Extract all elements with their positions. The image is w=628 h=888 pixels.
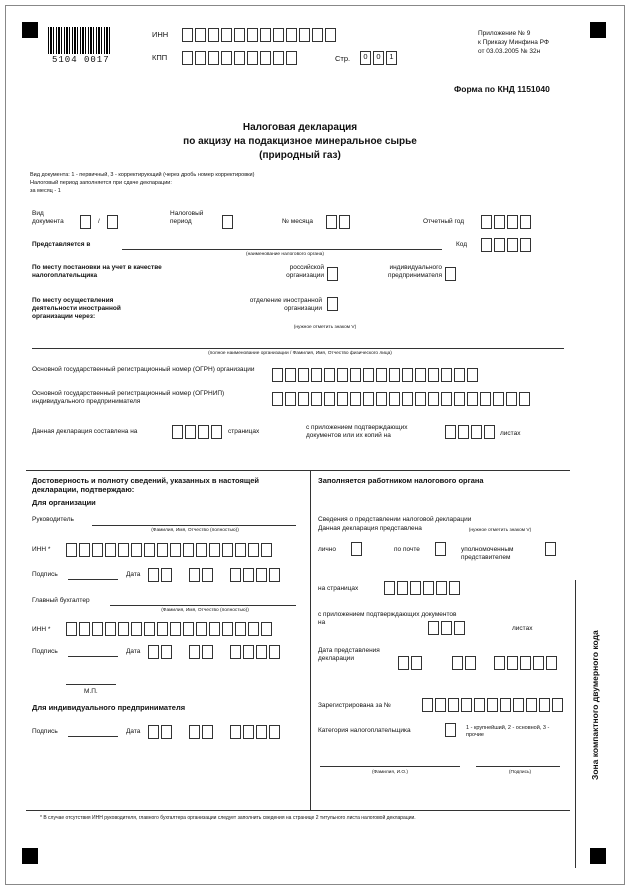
- foreign-branch-checkbox[interactable]: [327, 297, 340, 311]
- head-signature-label: Подпись: [32, 571, 58, 578]
- accountant-signature-label: Подпись: [32, 648, 58, 655]
- head-inn-cells[interactable]: [66, 543, 274, 557]
- submission-mark-hint: (нужное отметить знаком V): [468, 528, 532, 533]
- barcode: [48, 27, 112, 54]
- category-hint: 1 - крупнейший, 2 - основной, 3 - прочие: [466, 725, 550, 738]
- tax-officer-heading: Заполняется работником налогового органа: [318, 476, 484, 485]
- by-mail-label: по почте: [394, 546, 420, 553]
- ogrnip-label: Основной государственный регистрационный номер (ОГРНИП) индивидуального предпринимателя: [32, 390, 225, 406]
- sheets-label: листах: [500, 430, 521, 437]
- attach-label: с приложением подтверждающих документов или их копий на: [306, 424, 408, 440]
- head-date-year[interactable]: [230, 568, 282, 582]
- for-ip-label: Для индивидуального предпринимателя: [32, 703, 186, 712]
- officer-sign-line[interactable]: [476, 766, 560, 767]
- title-line3: (природный газ): [259, 150, 341, 161]
- correction-cell[interactable]: [107, 215, 120, 229]
- submission-info: Сведения о представлении налоговой декларации: [318, 516, 472, 523]
- ogrn-label: Основной государственный регистрационный номер (ОГРН) организации: [32, 366, 255, 373]
- registered-label: Зарегистрирована за №: [318, 702, 391, 709]
- on-pages-cells[interactable]: [384, 581, 462, 595]
- ip-date-month[interactable]: [189, 725, 215, 739]
- head-fio-hint: (Фамилия, Имя, Отчество (полностью)): [151, 528, 239, 533]
- head-date-label: Дата: [126, 571, 141, 578]
- note-period: Налоговый период заполняется при сдаче декларации:: [30, 180, 172, 186]
- head-date-month[interactable]: [189, 568, 215, 582]
- stamp-label: М.П.: [84, 688, 98, 695]
- submission-info2: Данная декларация представлена: [318, 525, 422, 532]
- category-cell[interactable]: [445, 723, 458, 737]
- accountant-inn-cells[interactable]: [66, 622, 274, 636]
- ip-date-year[interactable]: [230, 725, 282, 739]
- ip-date-label: Дата: [126, 728, 141, 735]
- officer-sign-hint: (Подпись): [508, 770, 532, 775]
- accountant-inn-label: ИНН *: [32, 626, 51, 633]
- attach-cells[interactable]: [445, 425, 497, 439]
- personal-checkbox[interactable]: [351, 542, 364, 556]
- appendix-line3: от 03.03.2005 № 32н: [478, 48, 541, 55]
- russian-org-label: российской организации: [286, 264, 324, 280]
- officer-fio-hint: (Фамилия, И.О.): [371, 770, 409, 775]
- kpp-label: КПП: [152, 53, 168, 62]
- ip-signature-line[interactable]: [68, 736, 118, 737]
- representative-checkbox[interactable]: [545, 542, 558, 556]
- note-period-month: за месяц - 1: [30, 188, 61, 194]
- doc-type-label: Вид документа: [32, 210, 64, 226]
- russian-org-checkbox[interactable]: [327, 267, 340, 281]
- code-label: Код: [456, 241, 468, 248]
- accountant-name-line[interactable]: [110, 605, 296, 606]
- page-number-cells: 0 0 1: [360, 51, 399, 65]
- registered-cells[interactable]: [422, 698, 565, 712]
- attach-docs-cells[interactable]: [428, 621, 467, 635]
- barcode-zone-label: Зона компактного двумерного кода: [590, 630, 600, 780]
- month-cells[interactable]: [326, 215, 352, 229]
- stamp-line: [66, 684, 116, 685]
- kpp-cells[interactable]: [182, 51, 299, 65]
- year-label: Отчетный год: [423, 218, 464, 225]
- submission-date-year[interactable]: [494, 656, 559, 670]
- tax-office-line[interactable]: [122, 249, 442, 250]
- accountant-date-year[interactable]: [230, 645, 282, 659]
- category-label: Категория налогоплательщика: [318, 727, 411, 734]
- tax-office-hint: (наименование налогового органа): [246, 252, 324, 257]
- attach-docs-label: с приложением подтверждающих документов на: [318, 611, 457, 627]
- zone-divider: [575, 580, 576, 868]
- on-pages-label: на страницах: [318, 585, 359, 592]
- bottom-divider: [26, 810, 570, 811]
- form-code: Форма по КНД 1151040: [454, 84, 550, 94]
- personal-label: лично: [318, 546, 337, 553]
- inn-label: ИНН: [152, 30, 169, 39]
- registration-label: По месту постановки на учет в качестве налогоплательщика: [32, 264, 162, 280]
- submission-date-month[interactable]: [452, 656, 478, 670]
- attach-sheets-label: листах: [512, 625, 533, 632]
- month-label: № месяца: [282, 218, 313, 225]
- year-cells[interactable]: [481, 215, 533, 229]
- corner-marker: [22, 22, 38, 38]
- officer-name-line[interactable]: [320, 766, 460, 767]
- foreign-label: По месту осуществления деятельности иностранной организации через:: [32, 297, 121, 321]
- for-org-label: Для организации: [32, 498, 96, 507]
- representative-label: уполномоченным представителем: [461, 546, 514, 562]
- corner-marker: [590, 848, 606, 864]
- full-name-hint: (полное наименование организации / Фамилия, Имя, Отчество физического лица): [208, 351, 392, 356]
- chief-accountant-label: Главный бухгалтер: [32, 597, 90, 604]
- accountant-fio-hint: (Фамилия, Имя, Отчество (полностью)): [161, 608, 249, 613]
- corner-marker: [590, 22, 606, 38]
- accountant-date-month[interactable]: [189, 645, 215, 659]
- ip-signature-label: Подпись: [32, 728, 58, 735]
- column-divider: [310, 470, 311, 810]
- head-label: Руководитель: [32, 516, 74, 523]
- title-line1: Налоговая декларация: [242, 122, 358, 133]
- doc-type-cell[interactable]: [80, 215, 93, 229]
- accountant-date-day[interactable]: [148, 645, 174, 659]
- pages-unit: страницах: [228, 428, 260, 435]
- head-name-line[interactable]: [92, 525, 296, 526]
- head-date-day[interactable]: [148, 568, 174, 582]
- full-name-line[interactable]: [32, 348, 564, 349]
- note-doc-type: Вид документа: 1 - первичный, 3 - корректирующий (через дробь номер корректировки): [30, 172, 255, 178]
- individual-label: индивидуального предпринимателя: [388, 264, 442, 280]
- submitted-label: Представляется в: [32, 241, 91, 248]
- slash: /: [98, 218, 100, 225]
- code-cells[interactable]: [481, 238, 533, 252]
- ip-date-day[interactable]: [148, 725, 174, 739]
- by-mail-checkbox[interactable]: [435, 542, 448, 556]
- accountant-signature-line[interactable]: [68, 656, 118, 657]
- individual-checkbox[interactable]: [445, 267, 458, 281]
- appendix-line2: к Приказу Минфина РФ: [478, 39, 549, 46]
- ogrnip-cells[interactable]: [272, 392, 532, 406]
- pages-label: Данная декларация составлена на: [32, 428, 138, 435]
- title-line2: по акцизу на подакцизное минеральное сырье: [183, 136, 417, 147]
- page-label: Стр.: [335, 54, 351, 63]
- head-inn-label: ИНН *: [32, 546, 51, 553]
- ogrn-cells[interactable]: [272, 368, 480, 382]
- head-signature-line[interactable]: [68, 579, 118, 580]
- footnote: * В случае отсутствия ИНН руководителя, главного бухгалтера организации следует заполнить сведения на странице 2 титульного листа налоговой декларации.: [40, 815, 416, 821]
- section-divider: [26, 470, 570, 471]
- foreign-branch-label: отделение иностранной организации: [249, 297, 322, 313]
- confirm-label: Достоверность и полноту сведений, указанных в настоящей декларации, подтверждаю:: [32, 476, 260, 495]
- submission-date-day[interactable]: [398, 656, 424, 670]
- pages-cells[interactable]: [172, 425, 224, 439]
- barcode-number: 5104 0017: [52, 55, 110, 65]
- tax-period-cell[interactable]: [222, 215, 235, 229]
- mark-hint: (нужное отметить знаком V): [293, 325, 357, 330]
- corner-marker: [22, 848, 38, 864]
- inn-cells[interactable]: [182, 28, 338, 42]
- accountant-date-label: Дата: [126, 648, 141, 655]
- appendix-line1: Приложение № 9: [478, 30, 531, 37]
- tax-period-label: Налоговый период: [170, 210, 204, 226]
- submission-date-label: Дата представления декларации: [318, 647, 380, 663]
